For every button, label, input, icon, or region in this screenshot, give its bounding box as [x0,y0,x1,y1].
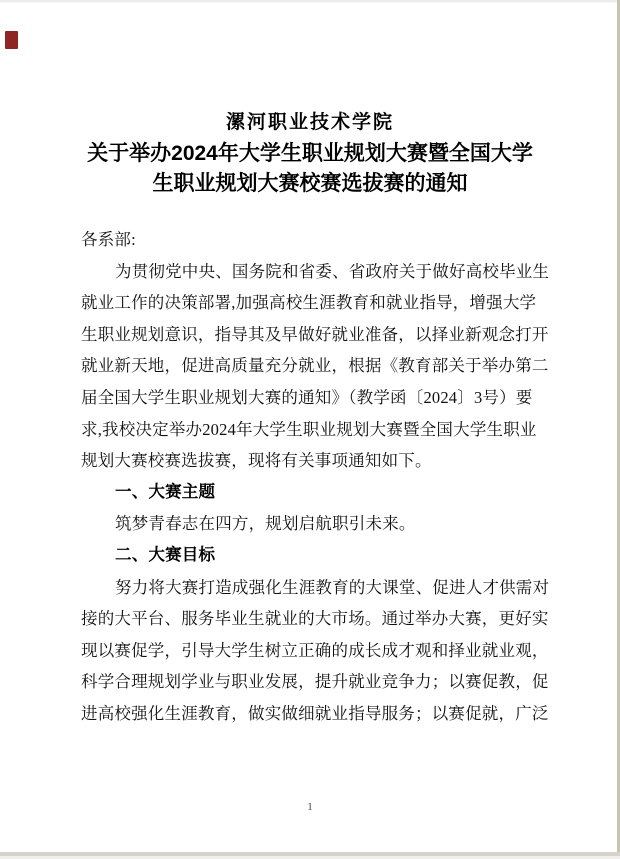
red-corner-marker [5,31,18,49]
section-heading-1: 一、大赛主题 [115,482,216,501]
notice-heading [0,139,620,199]
body-line: 接的大平台、服务毕业生就业的大市场。通过举办大赛，更好实 [81,609,549,629]
body-line: 现以赛促学，引导大学生树立正确的成长成才观和择业就业观， [81,640,549,660]
notice-heading-line1: 关于举办2024年大学生职业规划大赛暨全国大学 [87,142,533,165]
notice-body [81,224,550,730]
body-line: 科学合理规划学业与职业发展，提升就业竞争力；以赛促教，促 [81,672,549,692]
body-line: 筑梦青春志在四方，规划启航职引未来。 [115,514,416,534]
page-top-edge-fade [0,2,620,3]
body-line: 为贯彻党中央、国务院和省委、省政府关于做好高校毕业生 [115,261,550,281]
body-line: 求,我校决定举办2024年大学生职业规划大赛暨全国大学生职业 [81,419,537,439]
body-line: 就业新天地，促进高质量充分就业，根据《教育部关于举办第二 [81,356,549,376]
section-heading-2: 二、大赛目标 [115,545,216,564]
body-line: 就业工作的决策部署,加强高校生涯教育和就业指导，增强大学 [81,293,537,313]
doc-title: 漯河职业技术学院 [225,112,394,133]
body-line: 进高校强化生涯教育，做实做细就业指导服务；以赛促就，广泛 [81,703,549,723]
body-line: 届全国大学生职业规划大赛的通知》（教学函〔2024〕3号）要 [81,387,533,407]
page-number: 1 [307,801,313,813]
notice-heading-line2: 生职业规划大赛校赛选拔赛的通知 [152,172,468,195]
body-line: 规划大赛校赛选拔赛，现将有关事项通知如下。 [81,451,432,471]
body-line: 努力将大赛打造成强化生涯教育的大课堂、促进人才供需对 [115,577,550,597]
body-line: 生职业规划意识，指导其及早做好就业准备，以择业新观念打开 [81,324,549,344]
salutation: 各系部: [81,230,136,249]
